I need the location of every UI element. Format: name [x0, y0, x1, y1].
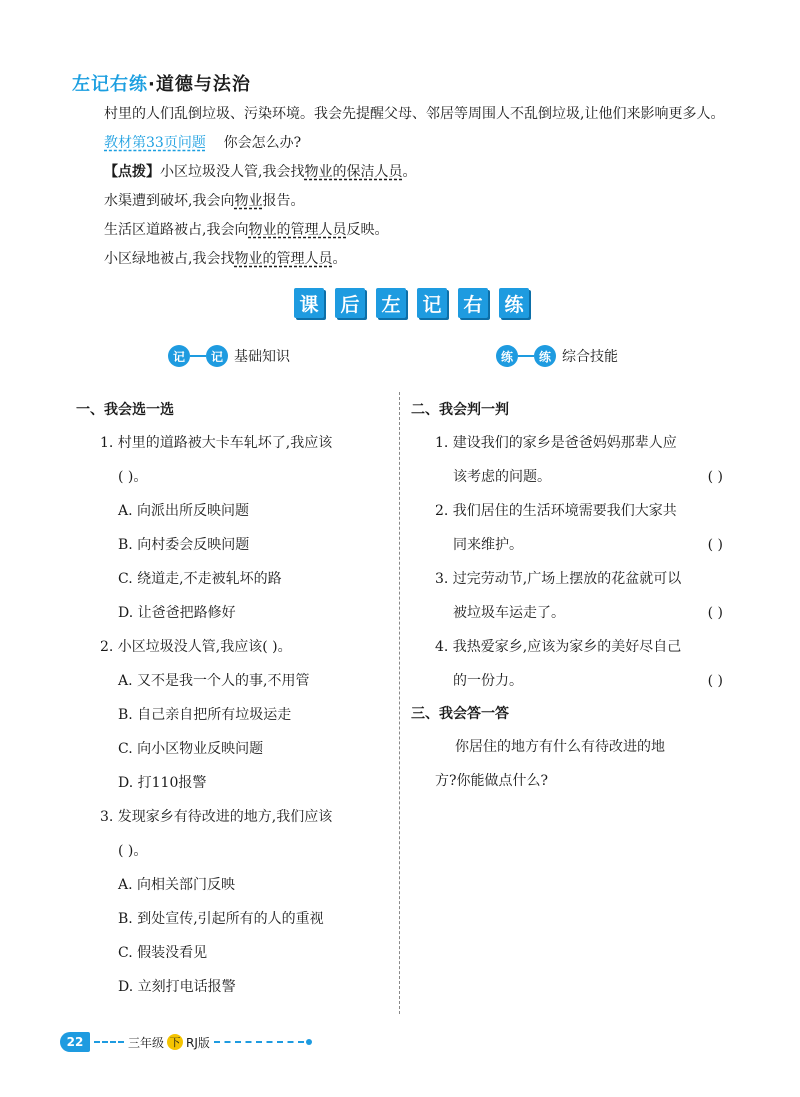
part-title-answer: 三、我会答一答: [411, 706, 509, 722]
option-item[interactable]: C. 向小区物业反映问题: [118, 741, 264, 757]
essay-question-cont: 方?你能做点什么?: [435, 773, 549, 789]
option-item[interactable]: A. 向相关部门反映: [118, 877, 236, 893]
basic-knowledge-heading: [168, 345, 290, 367]
option-item[interactable]: A. 又不是我一个人的事,不用管: [118, 673, 310, 689]
judge-answer-blank[interactable]: ( ): [707, 537, 723, 553]
tip-d-underline: 物业的管理人员: [234, 251, 333, 267]
judge-answer-blank[interactable]: ( ): [707, 469, 723, 485]
footer-dash: [94, 1041, 124, 1043]
tip-c-text: 生活区道路被占,我会向: [104, 222, 249, 238]
tip-c-end: 反映。: [346, 222, 389, 238]
option-item[interactable]: B. 到处宣传,引起所有的人的重视: [118, 911, 324, 927]
tip-line-b: [104, 187, 784, 216]
judge-text: 同来维护。: [453, 537, 523, 553]
tip-line-c: [104, 216, 784, 245]
judge-text: 被垃圾车运走了。: [453, 605, 565, 621]
tip-underline: 物业的保洁人员: [304, 164, 403, 180]
badge-circle: 练: [496, 345, 518, 367]
lian-yi-lian-badge: [496, 345, 556, 367]
question-text: 你会怎么办?: [223, 135, 302, 151]
grade-label: 三年级: [128, 1035, 165, 1050]
banner-tile: 练: [499, 288, 529, 318]
answer-blank[interactable]: ( )。: [118, 469, 148, 485]
right-column: [411, 394, 731, 798]
tip-line: [104, 158, 784, 187]
textbook-reference: 教材第33页问题: [104, 135, 206, 151]
volume-badge: 下: [167, 1034, 183, 1050]
judge-text: 的一份力。: [453, 673, 523, 689]
tip-b-underline: 物业: [234, 193, 263, 209]
option-item[interactable]: A. 向派出所反映问题: [118, 503, 250, 519]
banner-tile: 右: [458, 288, 488, 318]
tip-d-end: 。: [332, 251, 347, 267]
badge-circle: 记: [168, 345, 190, 367]
edition-label: RJ版: [186, 1035, 210, 1050]
option-item[interactable]: B. 自己亲自把所有垃圾运走: [118, 707, 292, 723]
column-divider: [399, 392, 400, 1014]
title-separator: ·: [148, 74, 156, 95]
judge-item-line1: 2. 我们居住的生活环境需要我们大家共: [435, 503, 677, 519]
badge-dash: [518, 355, 534, 357]
question-1: 1. 村里的道路被大卡车轧坏了,我应该: [100, 435, 333, 451]
skills-heading: [496, 345, 618, 367]
question-2: 2. 小区垃圾没人管,我应该( )。: [100, 639, 292, 655]
tip-line-d: [104, 245, 784, 274]
ji-yi-ji-badge: [168, 345, 228, 367]
option-item[interactable]: D. 立刻打电话报警: [118, 979, 236, 995]
footer-dash: [214, 1041, 304, 1043]
brand-title: 左记右练: [72, 74, 148, 95]
judge-answer-blank[interactable]: ( ): [707, 673, 723, 689]
badge-circle: 练: [534, 345, 556, 367]
tip-d-text: 小区绿地被占,我会找: [104, 251, 235, 267]
judge-item-line2: [411, 460, 731, 494]
tip-end: 。: [402, 164, 417, 180]
intro-question: [104, 129, 784, 158]
left-column: [76, 394, 394, 1004]
page-title: [72, 70, 251, 96]
judge-item-line2: [411, 528, 731, 562]
option-item[interactable]: D. 打110报警: [118, 775, 207, 791]
judge-item-line2: [411, 596, 731, 630]
option-item[interactable]: D. 让爸爸把路修好: [118, 605, 236, 621]
tip-c-underline: 物业的管理人员: [248, 222, 347, 238]
tip-label: 【点拨】: [104, 164, 160, 180]
badge-dash: [190, 355, 206, 357]
judge-text: 该考虑的问题。: [453, 469, 551, 485]
judge-answer-blank[interactable]: ( ): [707, 605, 723, 621]
judge-item-line2: [411, 664, 731, 698]
intro-line-1: 村里的人们乱倒垃圾、污染环境。我会先提醒父母、邻居等周围人不乱倒垃圾,让他们来影响更多人。: [104, 106, 725, 122]
tip-text: 小区垃圾没人管,我会找: [160, 164, 305, 180]
section-label: 综合技能: [562, 349, 618, 365]
answer-blank[interactable]: ( )。: [118, 843, 148, 859]
banner-tile: 左: [376, 288, 406, 318]
part-title-choice: 一、我会选一选: [76, 402, 174, 418]
page-number: 22: [60, 1032, 90, 1052]
badge-circle: 记: [206, 345, 228, 367]
section-label: 基础知识: [234, 349, 290, 365]
option-item[interactable]: B. 向村委会反映问题: [118, 537, 250, 553]
intro-section: [104, 100, 784, 274]
page-footer: [60, 1032, 312, 1052]
judge-item-line1: 1. 建设我们的家乡是爸爸妈妈那辈人应: [435, 435, 677, 451]
question-3: 3. 发现家乡有待改进的地方,我们应该: [100, 809, 333, 825]
essay-question: 你居住的地方有什么有待改进的地: [455, 739, 665, 755]
tip-b-text: 水渠遭到破坏,我会向: [104, 193, 235, 209]
option-item[interactable]: C. 假装没看见: [118, 945, 208, 961]
banner-tile: 记: [417, 288, 447, 318]
footer-dot: [306, 1039, 312, 1045]
section-banner: [294, 288, 529, 318]
subject-title: 道德与法治: [155, 74, 251, 95]
banner-tile: 后: [335, 288, 365, 318]
banner-tile: 课: [294, 288, 324, 318]
judge-item-line1: 3. 过完劳动节,广场上摆放的花盆就可以: [435, 571, 682, 587]
option-item[interactable]: C. 绕道走,不走被轧坏的路: [118, 571, 282, 587]
part-title-judge: 二、我会判一判: [411, 402, 509, 418]
judge-item-line1: 4. 我热爱家乡,应该为家乡的美好尽自己: [435, 639, 682, 655]
tip-b-end: 报告。: [262, 193, 305, 209]
